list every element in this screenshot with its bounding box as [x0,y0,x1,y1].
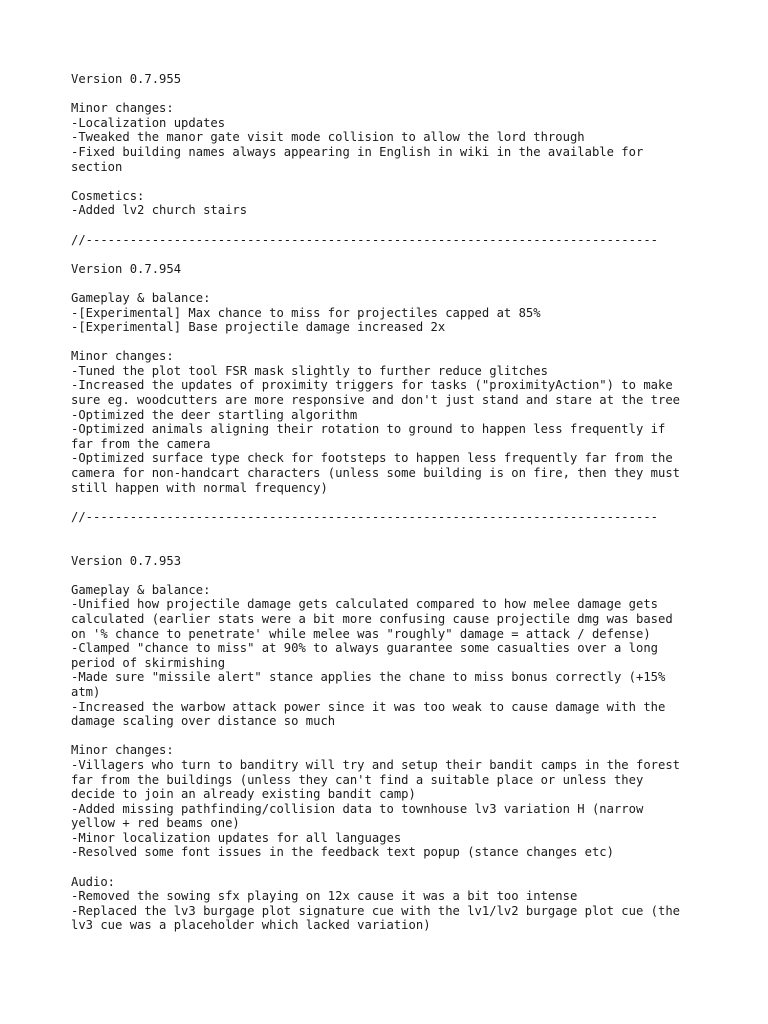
text-line: yellow + red beams one) [71,816,240,831]
text-line: Version 0.7.953 [71,553,182,568]
text-line [71,495,751,510]
text-line: decide to join an already existing bandit camp) [71,787,416,802]
text-line [71,276,751,291]
text-line: //------------------------------------------------------------------------------ [71,232,658,247]
text-line: Minor changes: [71,743,174,758]
text-line: -[Experimental] Max chance to miss for projectiles capped at 85% [71,305,541,320]
text-line: atm) [71,684,101,699]
text-line: Gameplay & balance: [71,582,211,597]
text-line: -[Experimental] Base projectile damage increased 2x [71,320,446,335]
text-line: Gameplay & balance: [71,290,211,305]
text-line [71,218,751,233]
text-line: Audio: [71,874,116,889]
text-line: -Optimized animals aligning their rotation to ground to happen less frequently if [71,422,666,437]
text-line: -Optimized the deer startling algorithm [71,407,358,422]
text-line: period of skirmishing [71,655,226,670]
text-line: section [71,159,123,174]
text-line: far from the camera [71,436,211,451]
text-line: -Added missing pathfinding/collision data to townhouse lv3 variation H (narrow [71,801,644,816]
text-line: camera for non-handcart characters (unless some building is on fire, then they must [71,466,681,481]
text-line [71,247,751,262]
text-line: -Increased the updates of proximity triggers for tasks ("proximityAction") to make [71,378,673,393]
text-line: lv3 cue was a placeholder which lacked variation) [71,918,431,933]
text-line: -Tuned the plot tool FSR mask slightly to further reduce glitches [71,363,548,378]
text-line: -Fixed building names always appearing in English in wiki in the available for [71,144,644,159]
text-line: -Optimized surface type check for footsteps to happen less frequently far from the [71,451,673,466]
text-line: //------------------------------------------------------------------------------ [71,509,658,524]
text-line: on '% chance to penetrate' while melee was "roughly" damage = attack / defense) [71,626,651,641]
text-line: -Tweaked the manor gate visit mode collision to allow the lord through [71,130,585,145]
text-line: -Minor localization updates for all languages [71,830,402,845]
text-line: Cosmetics: [71,188,145,203]
text-line: Version 0.7.954 [71,261,182,276]
text-line: still happen with normal frequency) [71,480,328,495]
text-line: sure eg. woodcutters are more responsive and don't just stand and stare at the tree [71,393,681,408]
text-line [71,568,751,583]
text-line: -Unified how projectile damage gets calculated compared to how melee damage gets [71,597,658,612]
text-line: Minor changes: [71,101,174,116]
changelog-text [71,72,751,933]
text-line: Version 0.7.955 [71,72,182,86]
text-line [71,335,751,350]
text-line: -Added lv2 church stairs [71,203,248,218]
text-line: -Resolved some font issues in the feedback text popup (stance changes etc) [71,845,614,860]
text-line: calculated (earlier stats were a bit more confusing cause projectile dmg was based [71,611,673,626]
text-line [71,174,751,189]
text-line: damage scaling over distance so much [71,714,336,729]
text-line: -Replaced the lv3 burgage plot signature cue with the lv1/lv2 burgage plot cue (the [71,903,681,918]
text-line [71,524,751,539]
text-line [71,539,751,554]
text-line [71,87,751,102]
text-line: -Localization updates [71,115,226,130]
text-line: -Removed the sowing sfx playing on 12x cause it was a bit too intense [71,889,578,904]
text-line: -Clamped "chance to miss" at 90% to always guarantee some casualties over a long [71,641,658,656]
text-line: -Increased the warbow attack power since it was too weak to cause damage with the [71,699,666,714]
text-line [71,860,751,875]
text-line: -Villagers who turn to banditry will try and setup their bandit camps in the forest [71,757,681,772]
text-line: -Made sure "missile alert" stance applies the chane to miss bonus correctly (+15% [71,670,666,685]
text-line [71,729,751,744]
text-line: far from the buildings (unless they can't find a suitable place or unless they [71,772,644,787]
text-line: Minor changes: [71,349,174,364]
